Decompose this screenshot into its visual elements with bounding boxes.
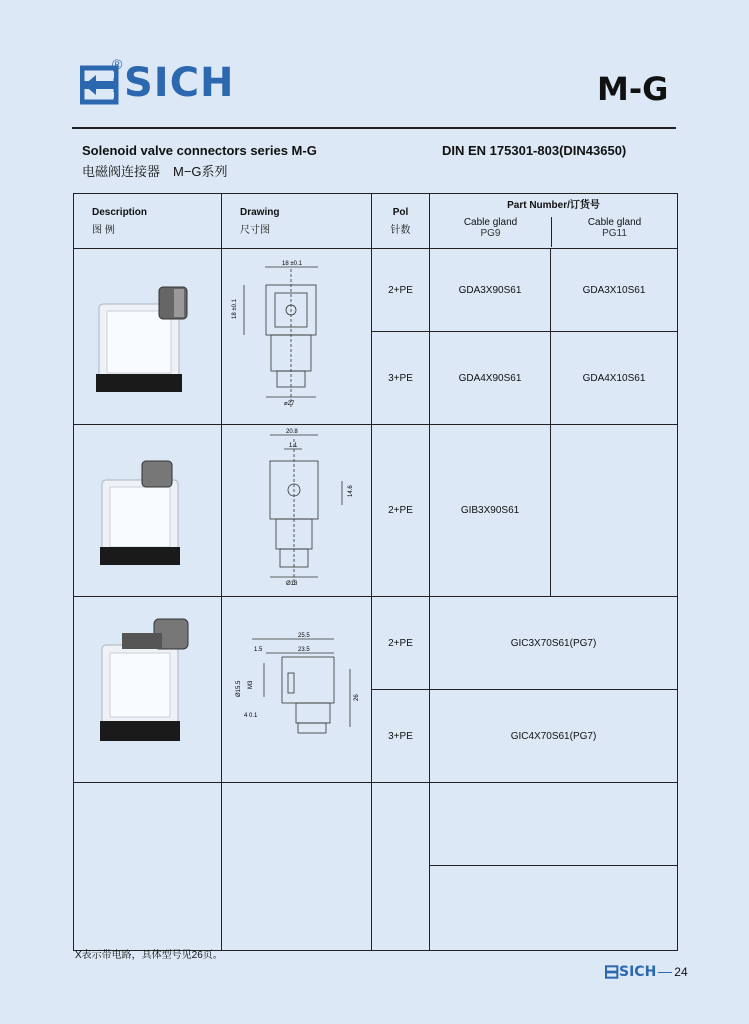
- part-number-label: Part Number/订货号: [507, 200, 600, 211]
- dimension-drawing-c: [222, 597, 372, 779]
- svg-text:1.1: 1.1: [289, 443, 298, 449]
- svg-text:M3: M3: [248, 680, 254, 689]
- table-header-row: [74, 194, 678, 249]
- part-number-cell: GDA4X10S61: [551, 332, 678, 425]
- svg-text:20.8: 20.8: [286, 429, 298, 435]
- brand-logo: [80, 60, 235, 106]
- header-part-number: [430, 194, 678, 249]
- svg-text:18 ±0.1: 18 ±0.1: [232, 299, 238, 319]
- svg-text:Ø18: Ø18: [286, 581, 298, 587]
- drawing-2: [222, 425, 372, 597]
- dimension-drawing-a: [222, 249, 372, 421]
- part-number-cell: GIB3X90S61: [430, 425, 551, 597]
- drawing-1: [222, 249, 372, 425]
- pol-cell: 2+PE: [372, 425, 430, 597]
- connector-b-icon: [74, 425, 222, 593]
- part-number-cell: GDA3X10S61: [551, 249, 678, 332]
- connector-photo-3: [74, 597, 222, 783]
- series-code: M-G: [597, 70, 669, 108]
- svg-text:26: 26: [354, 694, 360, 701]
- title-standard: DIN EN 175301-803(DIN43650): [442, 143, 627, 158]
- header-rule: [72, 127, 676, 129]
- svg-text:14.6: 14.6: [348, 485, 354, 497]
- header-drawing: Drawing 尺寸图: [222, 194, 372, 249]
- header-description: Description 图 例: [74, 194, 222, 249]
- svg-text:Ø15.5: Ø15.5: [236, 680, 242, 697]
- footer-brand: SICH: [619, 964, 657, 980]
- title-english: Solenoid valve connectors series M-G: [82, 143, 317, 158]
- svg-text:⌀27: ⌀27: [284, 401, 295, 407]
- part-number-cell: GDA3X90S61: [430, 249, 551, 332]
- svg-text:25.5: 25.5: [298, 633, 310, 639]
- table-row: [74, 249, 678, 332]
- connector-photo-2: [74, 425, 222, 597]
- pol-cell: 3+PE: [372, 332, 430, 425]
- page-number: 24: [674, 965, 688, 979]
- brand-name: SICH: [124, 60, 235, 106]
- pol-cell: 3+PE: [372, 690, 430, 783]
- part-number-cell: GIC4X70S61(PG7): [430, 690, 678, 783]
- svg-text:18 ±0.1: 18 ±0.1: [282, 261, 302, 267]
- table-row: [74, 597, 678, 690]
- svg-text:23.5: 23.5: [298, 647, 310, 653]
- part-number-cell: [551, 425, 678, 597]
- connector-photo-1: [74, 249, 222, 425]
- drawing-3: [222, 597, 372, 783]
- pol-cell: 2+PE: [372, 597, 430, 690]
- title-chinese: 电磁阀连接器 M−G系列: [82, 164, 228, 179]
- footer-rule: [658, 972, 672, 973]
- svg-text:1.5: 1.5: [254, 647, 263, 653]
- table-row: [74, 425, 678, 597]
- footnote: X表示带电路，具体型号见26页。: [75, 950, 223, 961]
- connector-c-icon: [74, 597, 222, 779]
- dimension-drawing-b: [222, 425, 372, 593]
- connector-a-icon: [74, 249, 222, 421]
- page-footer: [605, 964, 688, 980]
- header-pol: Pol 针数: [372, 194, 430, 249]
- part-number-cell: GIC3X70S61(PG7): [430, 597, 678, 690]
- product-table: [73, 193, 678, 951]
- pol-cell: 2+PE: [372, 249, 430, 332]
- registered-mark: ®: [112, 56, 123, 72]
- part-number-cell: GDA4X90S61: [430, 332, 551, 425]
- gland-pg11-header: Cable gland PG11: [587, 217, 642, 239]
- table-row-empty: [74, 783, 678, 866]
- svg-text:4 0.1: 4 0.1: [244, 713, 258, 719]
- gland-pg9-header: Cable gland PG9: [463, 217, 518, 239]
- footer-logo-mark-icon: [605, 965, 619, 979]
